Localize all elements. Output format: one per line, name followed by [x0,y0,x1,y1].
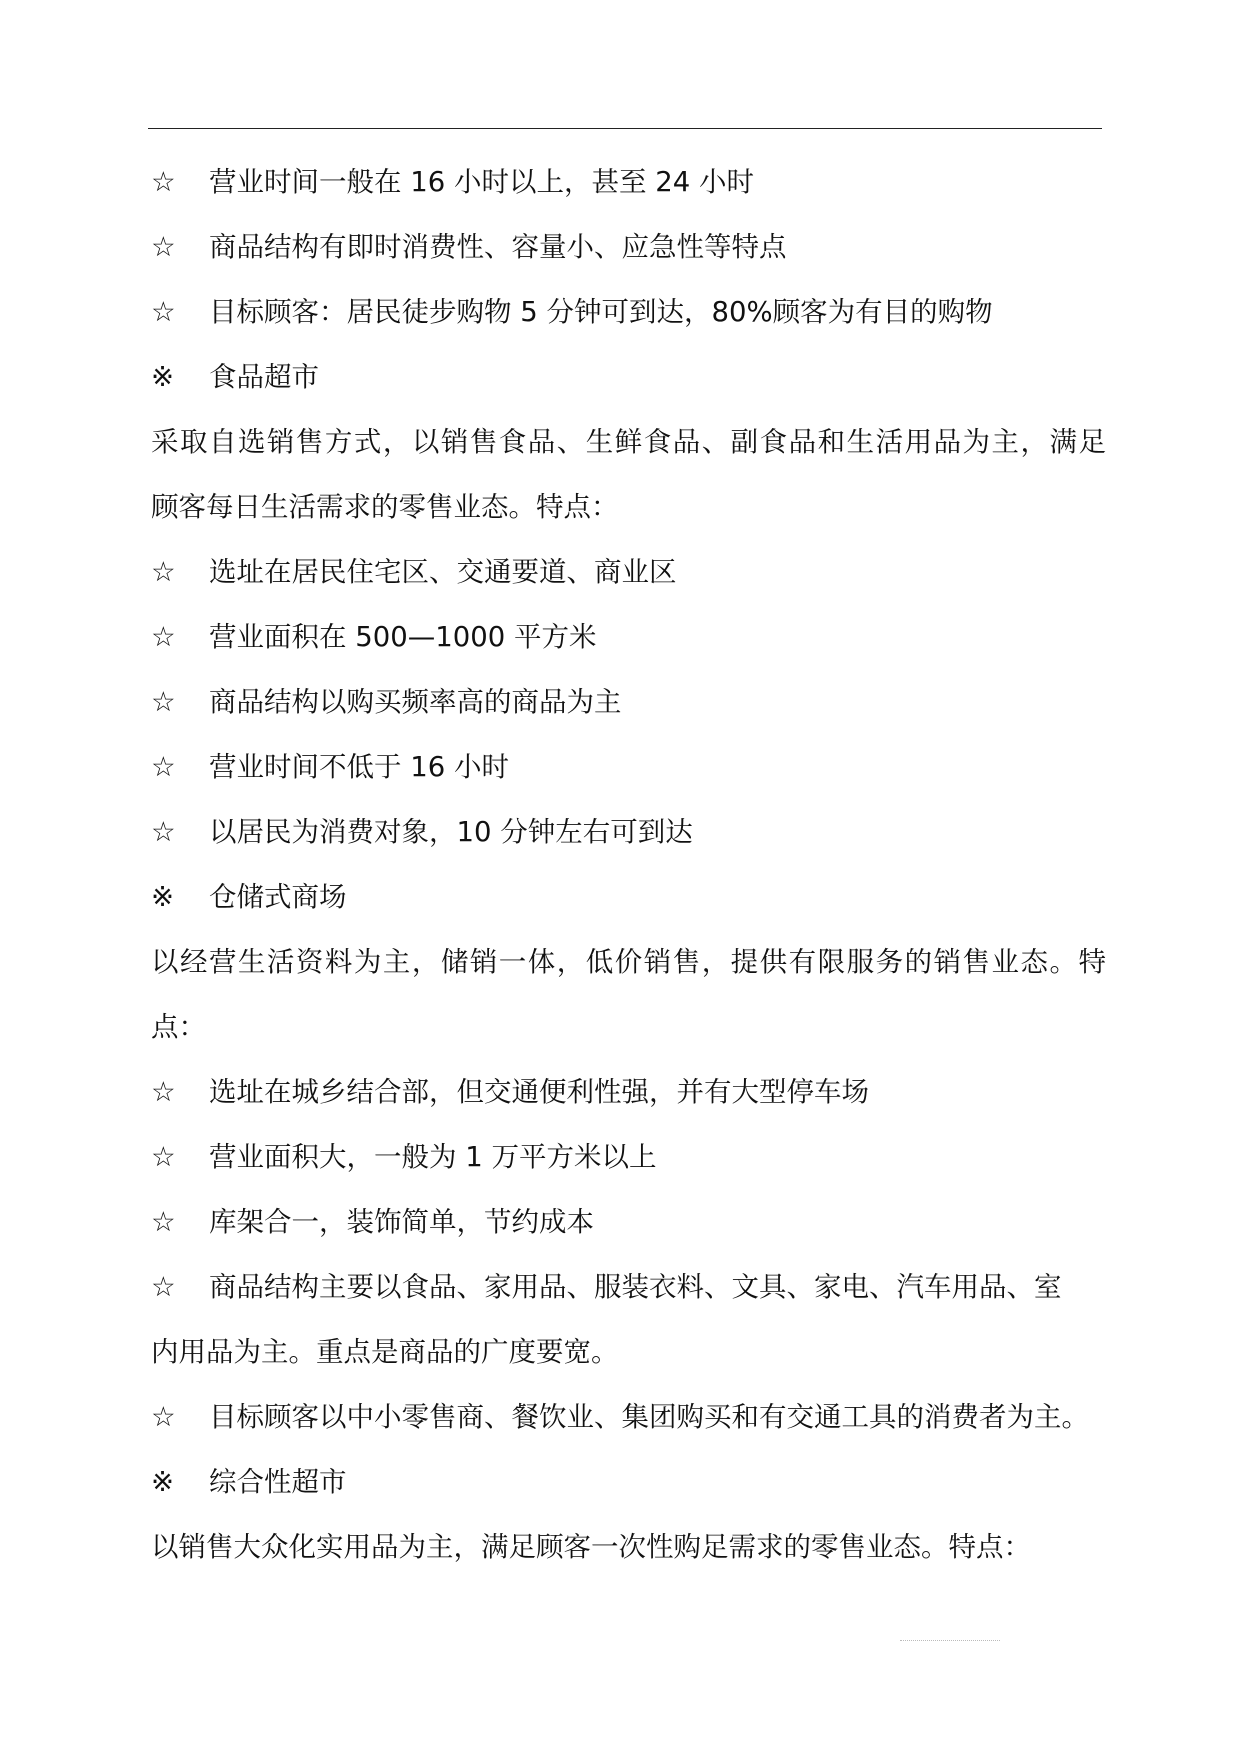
paragraph-line: 以销售大众化实用品为主，满足顾客一次性购足需求的零售业态。特点： [151,1531,1031,1563]
bullet-text: 营业面积在 500—1000 平方米 [209,621,597,653]
star-bullet-icon: ☆ [151,1141,176,1173]
bullet-text: 营业时间一般在 16 小时以上，甚至 24 小时 [209,166,754,198]
bullet-line [151,1125,1106,1190]
star-bullet-icon: ☆ [151,556,176,588]
document-body [151,150,1106,1580]
bullet-line [151,1255,1106,1320]
star-bullet-icon: ☆ [151,686,176,718]
bullet-text: 以居民为消费对象，10 分钟左右可到达 [209,816,693,848]
bullet-text: 库架合一，装饰简单，节约成本 [209,1206,594,1238]
bullet-line [151,150,1106,215]
star-bullet-icon: ☆ [151,621,176,653]
section-heading-text: 食品超市 [209,361,319,393]
bullet-line [151,540,1106,605]
paragraph-line: 点： [151,1011,206,1043]
bullet-text: 商品结构主要以食品、家用品、服装衣料、文具、家电、汽车用品、室 [209,1271,1062,1303]
bullet-text: 目标顾客以中小零售商、餐饮业、集团购买和有交通工具的消费者为主。 [209,1401,1089,1433]
bullet-line [151,215,1106,280]
star-bullet-icon: ☆ [151,1206,176,1238]
star-bullet-icon: ☆ [151,751,176,783]
star-bullet-icon: ☆ [151,1401,176,1433]
reference-mark-icon: ※ [151,361,175,393]
paragraph-line: 以经营生活资料为主，储销一体，低价销售，提供有限服务的销售业态。特 [151,946,1106,978]
section-heading-text: 综合性超市 [209,1466,347,1498]
footer-dotted-mark [900,1640,1000,1641]
header-rule [148,128,1102,129]
reference-mark-icon: ※ [151,1466,175,1498]
star-bullet-icon: ☆ [151,816,176,848]
bullet-text: 选址在城乡结合部，但交通便利性强，并有大型停车场 [209,1076,869,1108]
bullet-text: 商品结构以购买频率高的商品为主 [209,686,622,718]
paragraph-line: 内用品为主。重点是商品的广度要宽。 [151,1336,619,1368]
star-bullet-icon: ☆ [151,231,176,263]
star-bullet-icon: ☆ [151,1076,176,1108]
star-bullet-icon: ☆ [151,1271,176,1303]
section-heading [151,1450,1106,1515]
bullet-text: 商品结构有即时消费性、容量小、应急性等特点 [209,231,787,263]
star-bullet-icon: ☆ [151,166,176,198]
bullet-line [151,735,1106,800]
star-bullet-icon: ☆ [151,296,176,328]
paragraph-line: 采取自选销售方式，以销售食品、生鲜食品、副食品和生活用品为主，满足 [151,426,1106,458]
bullet-line [151,1060,1106,1125]
bullet-line [151,800,1106,865]
section-heading [151,865,1106,930]
bullet-text: 营业时间不低于 16 小时 [209,751,509,783]
bullet-line [151,280,1106,345]
bullet-line [151,1190,1106,1255]
bullet-text: 营业面积大，一般为 1 万平方米以上 [209,1141,657,1173]
paragraph-line: 顾客每日生活需求的零售业态。特点： [151,491,619,523]
bullet-line [151,605,1106,670]
bullet-line [151,1385,1106,1450]
bullet-text: 选址在居民住宅区、交通要道、商业区 [209,556,677,588]
reference-mark-icon: ※ [151,881,175,913]
section-heading [151,345,1106,410]
section-heading-text: 仓储式商场 [209,881,347,913]
bullet-text: 目标顾客：居民徒步购物 5 分钟可到达，80%顾客为有目的购物 [209,296,993,328]
bullet-line [151,670,1106,735]
